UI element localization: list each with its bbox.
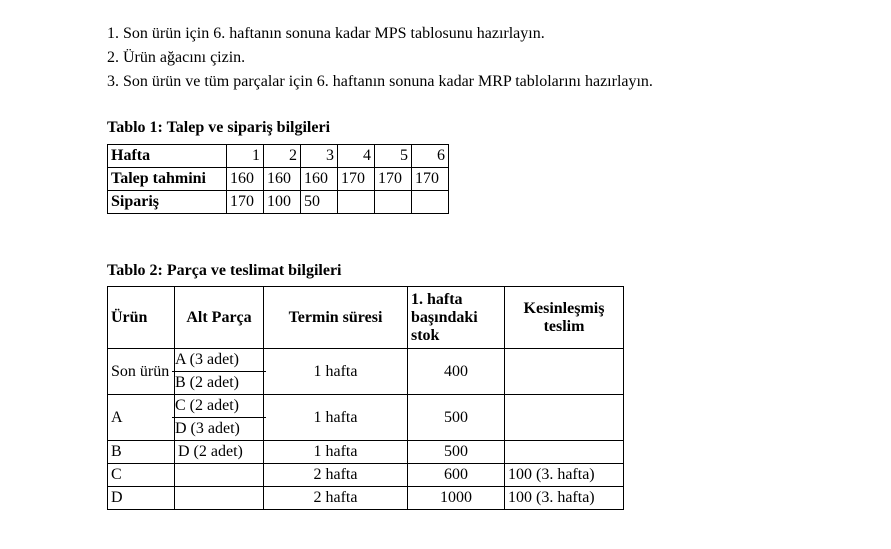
table-cell: 6 xyxy=(412,145,449,168)
lead-time-cell: 2 hafta xyxy=(264,464,408,487)
instruction-item: 2. Ürün ağacını çizin. xyxy=(107,49,246,66)
subpart-cell: D (2 adet) xyxy=(175,441,264,464)
product-cell: D xyxy=(108,487,175,510)
lead-time-cell: 1 hafta xyxy=(264,441,408,464)
table-cell: 160 xyxy=(264,168,301,191)
column-header: Kesinleşmiş teslim xyxy=(505,287,624,349)
table-row xyxy=(108,441,624,464)
table-cell: 5 xyxy=(375,145,412,168)
delivery-cell: 100 (3. hafta) xyxy=(505,464,624,487)
lead-time-cell: 2 hafta xyxy=(264,487,408,510)
table-cell xyxy=(412,191,449,214)
subpart-item: A (3 adet) xyxy=(172,349,266,372)
stock-cell: 600 xyxy=(408,464,505,487)
table-row xyxy=(108,395,624,441)
lead-time-cell: 1 hafta xyxy=(264,349,408,395)
table-row xyxy=(108,168,449,191)
table-cell: 4 xyxy=(338,145,375,168)
instruction-item: 3. Son ürün ve tüm parçalar için 6. haftanın sonuna kadar MRP tablolarını hazırlayın. xyxy=(107,73,653,90)
stock-cell: 500 xyxy=(408,395,505,441)
table-cell: 170 xyxy=(338,168,375,191)
instruction-item: 1. Son ürün için 6. haftanın sonuna kadar MPS tablosunu hazırlayın. xyxy=(107,25,545,42)
delivery-cell xyxy=(505,441,624,464)
product-cell: A xyxy=(108,395,175,441)
table-cell: 170 xyxy=(375,168,412,191)
table-cell: 3 xyxy=(301,145,338,168)
table-cell xyxy=(375,191,412,214)
row-label: Sipariş xyxy=(108,191,227,214)
table-cell: 170 xyxy=(412,168,449,191)
table-row xyxy=(108,464,624,487)
stock-cell: 500 xyxy=(408,441,505,464)
table-row xyxy=(108,191,449,214)
subpart-cell xyxy=(175,487,264,510)
table-row xyxy=(108,349,624,395)
column-header: 1. hafta başındaki stok xyxy=(408,287,505,349)
instructions-list xyxy=(107,22,653,94)
table-header-row xyxy=(108,287,624,349)
subpart-item: C (2 adet) xyxy=(172,395,266,418)
subpart-item: D (3 adet) xyxy=(175,420,240,437)
table-cell: 170 xyxy=(227,191,264,214)
table-cell: 100 xyxy=(264,191,301,214)
column-header: Termin süresi xyxy=(264,287,408,349)
subpart-cell xyxy=(175,349,264,395)
subpart-cell xyxy=(175,395,264,441)
product-cell: B xyxy=(108,441,175,464)
demand-order-table xyxy=(107,144,449,214)
subpart-item: B (2 adet) xyxy=(175,374,239,391)
product-cell: C xyxy=(108,464,175,487)
table-cell: 160 xyxy=(227,168,264,191)
table-cell: 2 xyxy=(264,145,301,168)
stock-cell: 1000 xyxy=(408,487,505,510)
delivery-cell: 100 (3. hafta) xyxy=(505,487,624,510)
table-cell: 1 xyxy=(227,145,264,168)
table-cell: 50 xyxy=(301,191,338,214)
lead-time-cell: 1 hafta xyxy=(264,395,408,441)
column-header: Alt Parça xyxy=(175,287,264,349)
row-label: Talep tahmini xyxy=(108,168,227,191)
row-label: Hafta xyxy=(108,145,227,168)
table2-caption: Tablo 2: Parça ve teslimat bilgileri xyxy=(107,262,342,279)
product-cell: Son ürün xyxy=(108,349,175,395)
table-row xyxy=(108,487,624,510)
table-cell xyxy=(338,191,375,214)
column-header: Ürün xyxy=(108,287,175,349)
table-row xyxy=(108,145,449,168)
delivery-cell xyxy=(505,349,624,395)
parts-delivery-table xyxy=(107,286,624,510)
delivery-cell xyxy=(505,395,624,441)
stock-cell: 400 xyxy=(408,349,505,395)
table-cell: 160 xyxy=(301,168,338,191)
table1-caption: Tablo 1: Talep ve sipariş bilgileri xyxy=(107,119,331,136)
subpart-cell xyxy=(175,464,264,487)
